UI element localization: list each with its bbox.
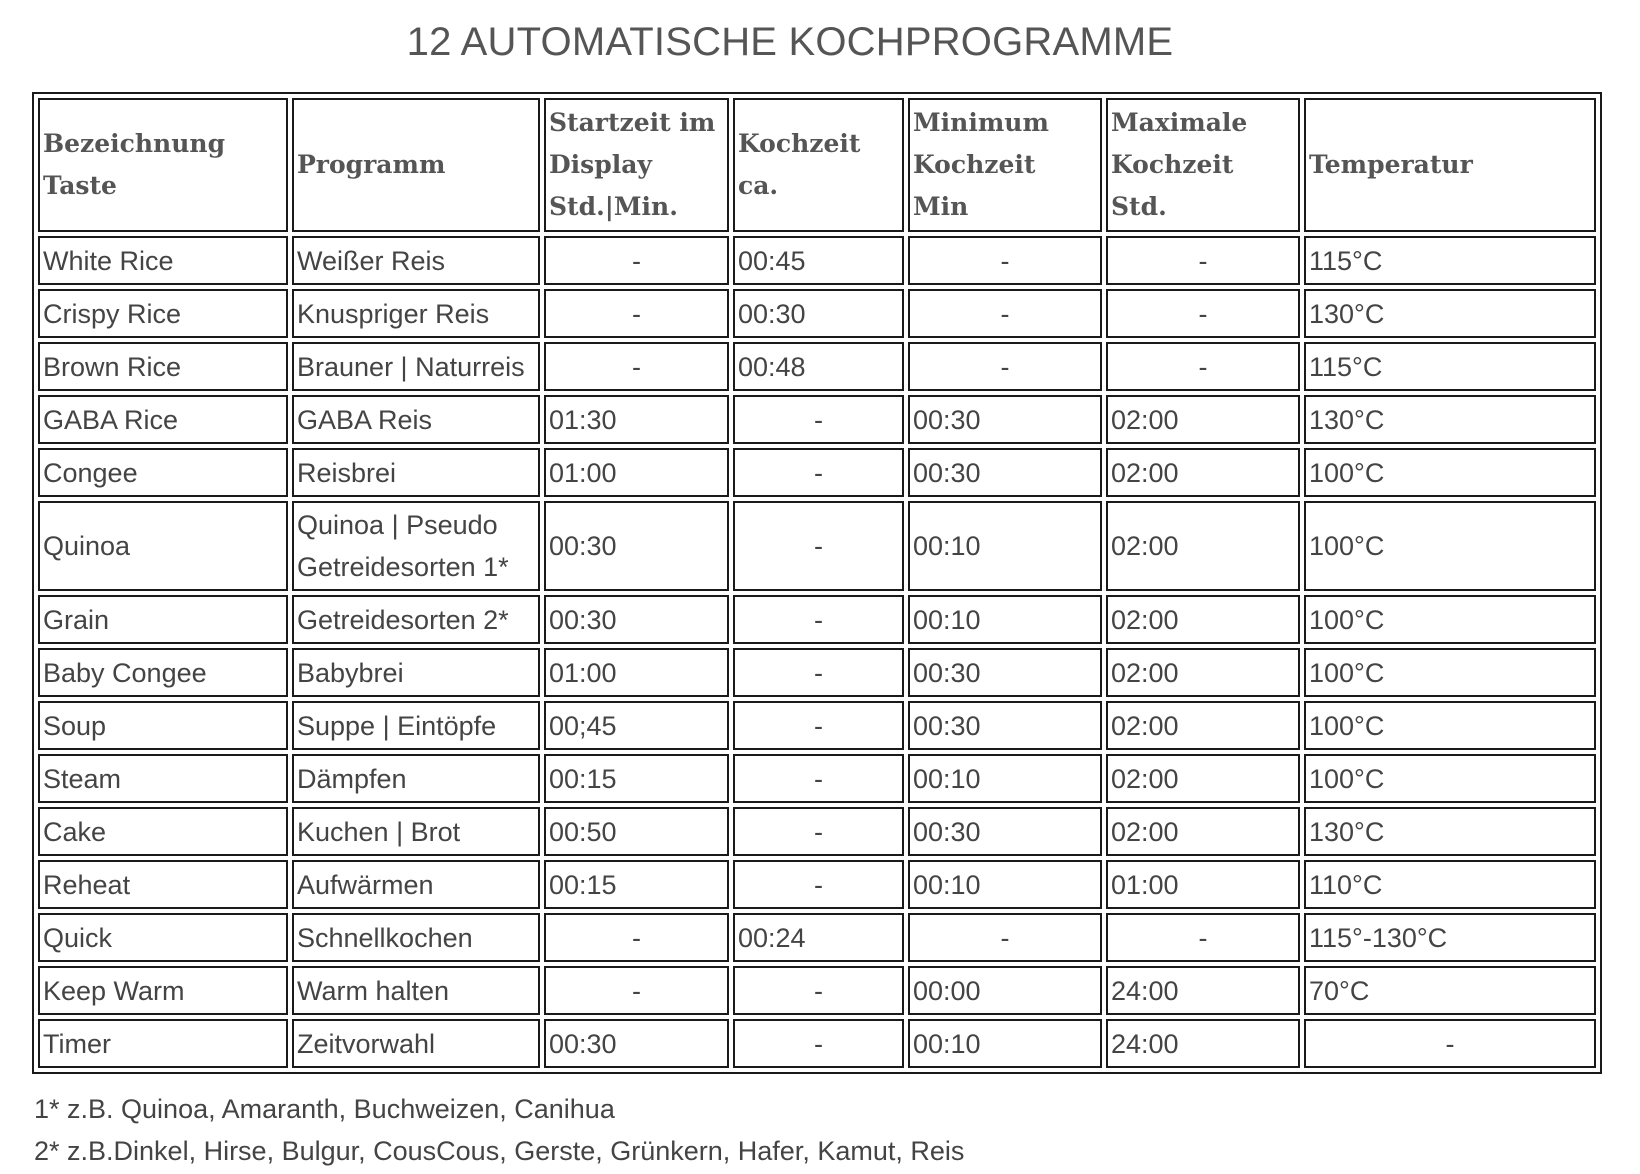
cell-start-time: 00:15	[544, 860, 729, 909]
cell-cook-time: -	[733, 648, 904, 697]
table-row	[38, 966, 1596, 1015]
cell-program: Dämpfen	[292, 754, 540, 803]
cell-min-cook-time: 00:30	[908, 395, 1102, 444]
cell-cook-time: 00:24	[733, 913, 904, 962]
cell-start-time: 01:00	[544, 448, 729, 497]
cell-start-time: 00:30	[544, 595, 729, 644]
table-row	[38, 648, 1596, 697]
cell-name: GABA Rice	[38, 395, 288, 444]
cell-max-cook-time: -	[1106, 236, 1300, 285]
cooking-programs-table	[32, 92, 1602, 1074]
table-row	[38, 501, 1596, 591]
table-row	[38, 342, 1596, 391]
header-temperature: Temperatur	[1304, 98, 1596, 232]
cell-temperature: 100°C	[1304, 448, 1596, 497]
cell-program: Quinoa | Pseudo Getreidesorten 1*	[292, 501, 540, 591]
cell-cook-time: -	[733, 395, 904, 444]
cell-name: Cake	[38, 807, 288, 856]
cell-min-cook-time: 00:30	[908, 448, 1102, 497]
cell-temperature: 100°C	[1304, 701, 1596, 750]
cell-start-time: 00:50	[544, 807, 729, 856]
cell-max-cook-time: 02:00	[1106, 595, 1300, 644]
cell-cook-time: 00:48	[733, 342, 904, 391]
cell-cook-time: -	[733, 448, 904, 497]
cell-max-cook-time: 24:00	[1106, 1019, 1300, 1068]
cell-temperature: -	[1304, 1019, 1596, 1068]
cell-cook-time: -	[733, 754, 904, 803]
cell-cook-time: 00:45	[733, 236, 904, 285]
cell-temperature: 100°C	[1304, 648, 1596, 697]
footnote-2: 2* z.B.Dinkel, Hirse, Bulgur, CousCous, Gerste, Grünkern, Hafer, Kamut, Reis	[34, 1136, 965, 1166]
cell-cook-time: 00:30	[733, 289, 904, 338]
cell-program: Kuchen | Brot	[292, 807, 540, 856]
cell-program: Schnellkochen	[292, 913, 540, 962]
footnote-1: 1* z.B. Quinoa, Amaranth, Buchweizen, Canihua	[34, 1094, 615, 1124]
header-name: Bezeichnung Taste	[38, 98, 288, 232]
cell-temperature: 115°-130°C	[1304, 913, 1596, 962]
cell-temperature: 130°C	[1304, 807, 1596, 856]
cell-max-cook-time: 02:00	[1106, 448, 1300, 497]
cell-max-cook-time: 02:00	[1106, 754, 1300, 803]
cell-cook-time: -	[733, 807, 904, 856]
cell-start-time: -	[544, 236, 729, 285]
cell-min-cook-time: 00:30	[908, 701, 1102, 750]
header-cook-time: Kochzeit ca.	[733, 98, 904, 232]
cell-min-cook-time: 00:10	[908, 595, 1102, 644]
table-row	[38, 754, 1596, 803]
cell-max-cook-time: 02:00	[1106, 807, 1300, 856]
table-row	[38, 236, 1596, 285]
table-row	[38, 807, 1596, 856]
cell-temperature: 115°C	[1304, 342, 1596, 391]
cell-min-cook-time: -	[908, 913, 1102, 962]
cell-start-time: 00:30	[544, 501, 729, 591]
cell-min-cook-time: -	[908, 289, 1102, 338]
page-title: 12 AUTOMATISCHE KOCHPROGRAMME	[406, 20, 1174, 64]
cell-max-cook-time: 02:00	[1106, 648, 1300, 697]
table-row	[38, 701, 1596, 750]
cell-name: Quick	[38, 913, 288, 962]
cell-min-cook-time: -	[908, 236, 1102, 285]
cell-temperature: 100°C	[1304, 595, 1596, 644]
cell-start-time: -	[544, 342, 729, 391]
cell-program: Babybrei	[292, 648, 540, 697]
cell-program: Reisbrei	[292, 448, 540, 497]
cell-start-time: 00:15	[544, 754, 729, 803]
cell-max-cook-time: 01:00	[1106, 860, 1300, 909]
cell-temperature: 130°C	[1304, 395, 1596, 444]
cell-name: Soup	[38, 701, 288, 750]
cell-min-cook-time: 00:10	[908, 1019, 1102, 1068]
cell-max-cook-time: 02:00	[1106, 501, 1300, 591]
cell-program: Weißer Reis	[292, 236, 540, 285]
cell-program: Aufwärmen	[292, 860, 540, 909]
cell-program: Brauner | Naturreis	[292, 342, 540, 391]
cell-start-time: -	[544, 913, 729, 962]
cell-temperature: 100°C	[1304, 501, 1596, 591]
cell-max-cook-time: -	[1106, 342, 1300, 391]
header-start-time: Startzeit im Display Std.|Min.	[544, 98, 729, 232]
header-max-cook-time: Maximale Kochzeit Std.	[1106, 98, 1300, 232]
cell-program: GABA Reis	[292, 395, 540, 444]
table-row	[38, 860, 1596, 909]
table-row	[38, 395, 1596, 444]
cell-max-cook-time: 02:00	[1106, 701, 1300, 750]
cell-cook-time: -	[733, 595, 904, 644]
cell-cook-time: -	[733, 860, 904, 909]
cell-program: Zeitvorwahl	[292, 1019, 540, 1068]
cell-program: Getreidesorten 2*	[292, 595, 540, 644]
cell-name: Congee	[38, 448, 288, 497]
cell-temperature: 100°C	[1304, 754, 1596, 803]
cell-start-time: 00:30	[544, 1019, 729, 1068]
cell-min-cook-time: 00:30	[908, 648, 1102, 697]
cell-name: Keep Warm	[38, 966, 288, 1015]
cell-temperature: 70°C	[1304, 966, 1596, 1015]
table-header-row	[38, 98, 1596, 232]
cell-min-cook-time: 00:10	[908, 860, 1102, 909]
table-row	[38, 448, 1596, 497]
cell-min-cook-time: -	[908, 342, 1102, 391]
table-row	[38, 1019, 1596, 1068]
cell-temperature: 115°C	[1304, 236, 1596, 285]
cell-max-cook-time: -	[1106, 913, 1300, 962]
cell-name: Timer	[38, 1019, 288, 1068]
header-program: Programm	[292, 98, 540, 232]
cell-cook-time: -	[733, 966, 904, 1015]
cell-name: Baby Congee	[38, 648, 288, 697]
cell-name: Reheat	[38, 860, 288, 909]
cell-start-time: 00;45	[544, 701, 729, 750]
cell-cook-time: -	[733, 501, 904, 591]
table-row	[38, 289, 1596, 338]
cell-max-cook-time: 02:00	[1106, 395, 1300, 444]
table-row	[38, 913, 1596, 962]
cell-name: Grain	[38, 595, 288, 644]
cell-temperature: 130°C	[1304, 289, 1596, 338]
cell-program: Warm halten	[292, 966, 540, 1015]
cell-start-time: 01:00	[544, 648, 729, 697]
table-row	[38, 595, 1596, 644]
cell-name: Quinoa	[38, 501, 288, 591]
cell-name: White Rice	[38, 236, 288, 285]
cell-name: Brown Rice	[38, 342, 288, 391]
cell-start-time: 01:30	[544, 395, 729, 444]
cell-min-cook-time: 00:10	[908, 754, 1102, 803]
cell-program: Knuspriger Reis	[292, 289, 540, 338]
cell-min-cook-time: 00:30	[908, 807, 1102, 856]
cell-program: Suppe | Eintöpfe	[292, 701, 540, 750]
cell-name: Steam	[38, 754, 288, 803]
cell-temperature: 110°C	[1304, 860, 1596, 909]
cell-cook-time: -	[733, 1019, 904, 1068]
cell-start-time: -	[544, 966, 729, 1015]
header-min-cook-time: Minimum Kochzeit Min	[908, 98, 1102, 232]
cell-min-cook-time: 00:00	[908, 966, 1102, 1015]
cell-name: Crispy Rice	[38, 289, 288, 338]
cell-cook-time: -	[733, 701, 904, 750]
cell-max-cook-time: 24:00	[1106, 966, 1300, 1015]
cell-max-cook-time: -	[1106, 289, 1300, 338]
cell-min-cook-time: 00:10	[908, 501, 1102, 591]
cell-start-time: -	[544, 289, 729, 338]
